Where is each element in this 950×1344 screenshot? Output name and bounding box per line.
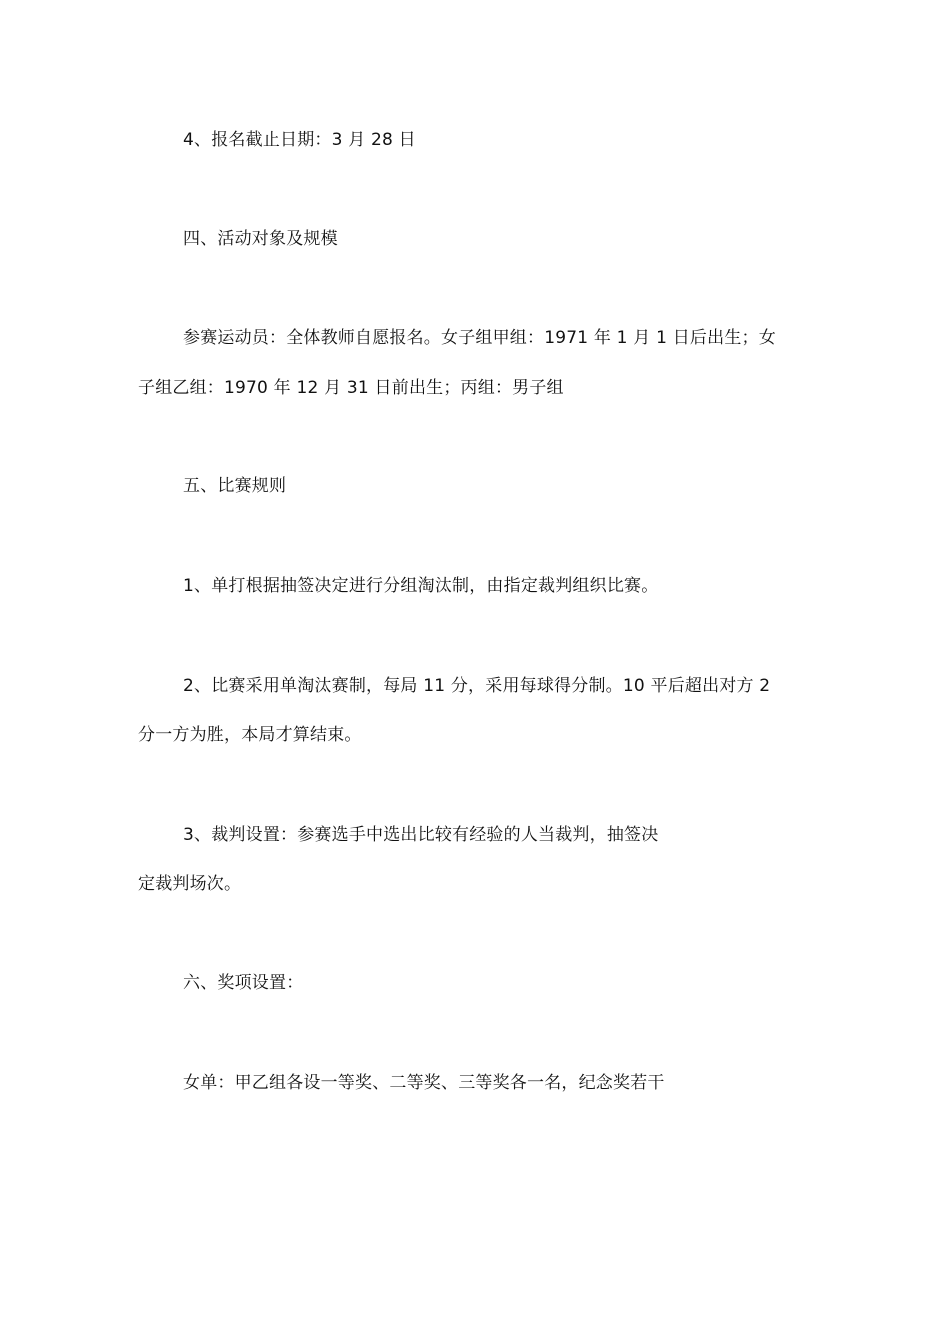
rule-2-line-2: 分一方为胜，本局才算结束。	[138, 725, 362, 745]
awards-women-singles: 女单：甲乙组各设一等奖、二等奖、三等奖各一名，纪念奖若干	[183, 1073, 665, 1093]
rule-2-line-1: 2、比赛采用单淘汰赛制，每局 11 分，采用每球得分制。10 平后超出对方 2	[183, 676, 771, 696]
section-heading-rules: 五、比赛规则	[183, 476, 287, 496]
section-heading-awards: 六、奖项设置：	[183, 973, 304, 993]
participants-paragraph-line-1: 参赛运动员：全体教师自愿报名。女子组甲组：1971 年 1 月 1 日后出生；女	[183, 328, 776, 348]
participants-paragraph-line-2: 子组乙组：1970 年 12 月 31 日前出生；丙组：男子组	[138, 378, 564, 398]
rule-1: 1、单打根据抽签决定进行分组淘汰制，由指定裁判组织比赛。	[183, 576, 659, 596]
rule-3-line-2: 定裁判场次。	[138, 874, 242, 894]
rule-3-line-1: 3、裁判设置：参赛选手中选出比较有经验的人当裁判，抽签决	[183, 825, 659, 845]
section-heading-participants: 四、活动对象及规模	[183, 229, 338, 249]
registration-deadline: 4、报名截止日期：3 月 28 日	[183, 130, 416, 150]
